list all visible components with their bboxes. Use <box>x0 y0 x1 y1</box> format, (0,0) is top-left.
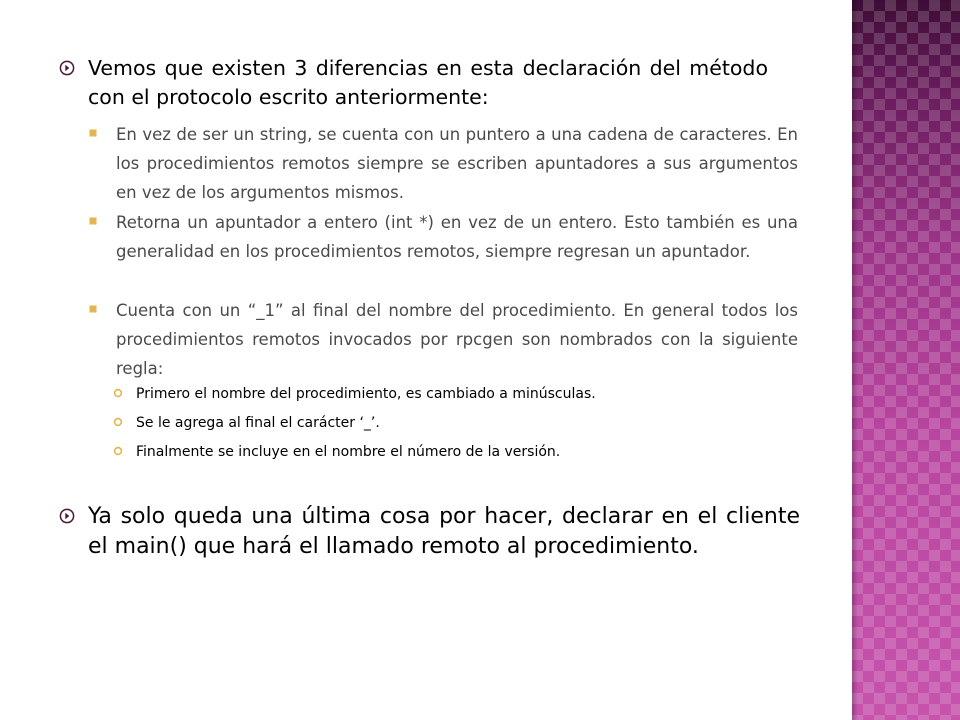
bullet-main-1 <box>58 54 802 114</box>
sub-sub-bullet-2-text: Se le agrega al final el carácter ‘_’. <box>136 415 380 431</box>
circle-arrow-icon <box>58 507 76 525</box>
bullet-main-2-text: Ya solo queda una última cosa por hacer, declarar en el cliente el main() que hará el llamado remoto al procedimiento. <box>88 504 800 559</box>
sub-sub-bullet-1 <box>112 380 802 408</box>
circle-arrow-icon <box>58 59 76 77</box>
sub-bullet-2 <box>88 208 800 296</box>
square-bullet-icon <box>88 216 98 226</box>
ring-bullet-icon <box>112 445 124 457</box>
sub-bullet-3 <box>88 296 800 384</box>
decorative-sidebar-pattern <box>852 0 960 720</box>
sub-sub-bullet-3 <box>112 438 802 466</box>
sub-bullet-1 <box>88 120 800 208</box>
sidebar-shadow <box>852 0 858 720</box>
sub-sub-bullet-3-text: Finalmente se incluye en el nombre el número de la versión. <box>136 444 561 460</box>
bullet-main-2 <box>58 502 802 598</box>
sub-bullet-2-text: Retorna un apuntador a entero (int *) en vez de un entero. Esto también es una generalidad en los procedimientos remotos, siempre regresan un apuntador. <box>116 213 798 261</box>
square-bullet-icon <box>88 304 98 314</box>
ring-bullet-icon <box>112 387 124 399</box>
ring-bullet-icon <box>112 416 124 428</box>
square-bullet-icon <box>88 128 98 138</box>
sub-sub-bullet-1-text: Primero el nombre del procedimiento, es cambiado a minúsculas. <box>136 386 596 402</box>
bullet-main-1-text: Vemos que existen 3 diferencias en esta declaración del método con el protocolo escrito anteriormente: <box>88 56 768 109</box>
sub-bullet-3-text: Cuenta con un “_1” al final del nombre del procedimiento. En general todos los procedimientos remotos invocados por rpcgen son nombrados con la siguiente regla: <box>116 301 798 378</box>
sub-sub-bullet-2 <box>112 409 802 437</box>
sub-bullet-1-text: En vez de ser un string, se cuenta con un puntero a una cadena de caracteres. En los procedimientos remotos siempre se escriben apuntadores a sus argumentos en vez de los argumentos mismos. <box>116 125 798 202</box>
